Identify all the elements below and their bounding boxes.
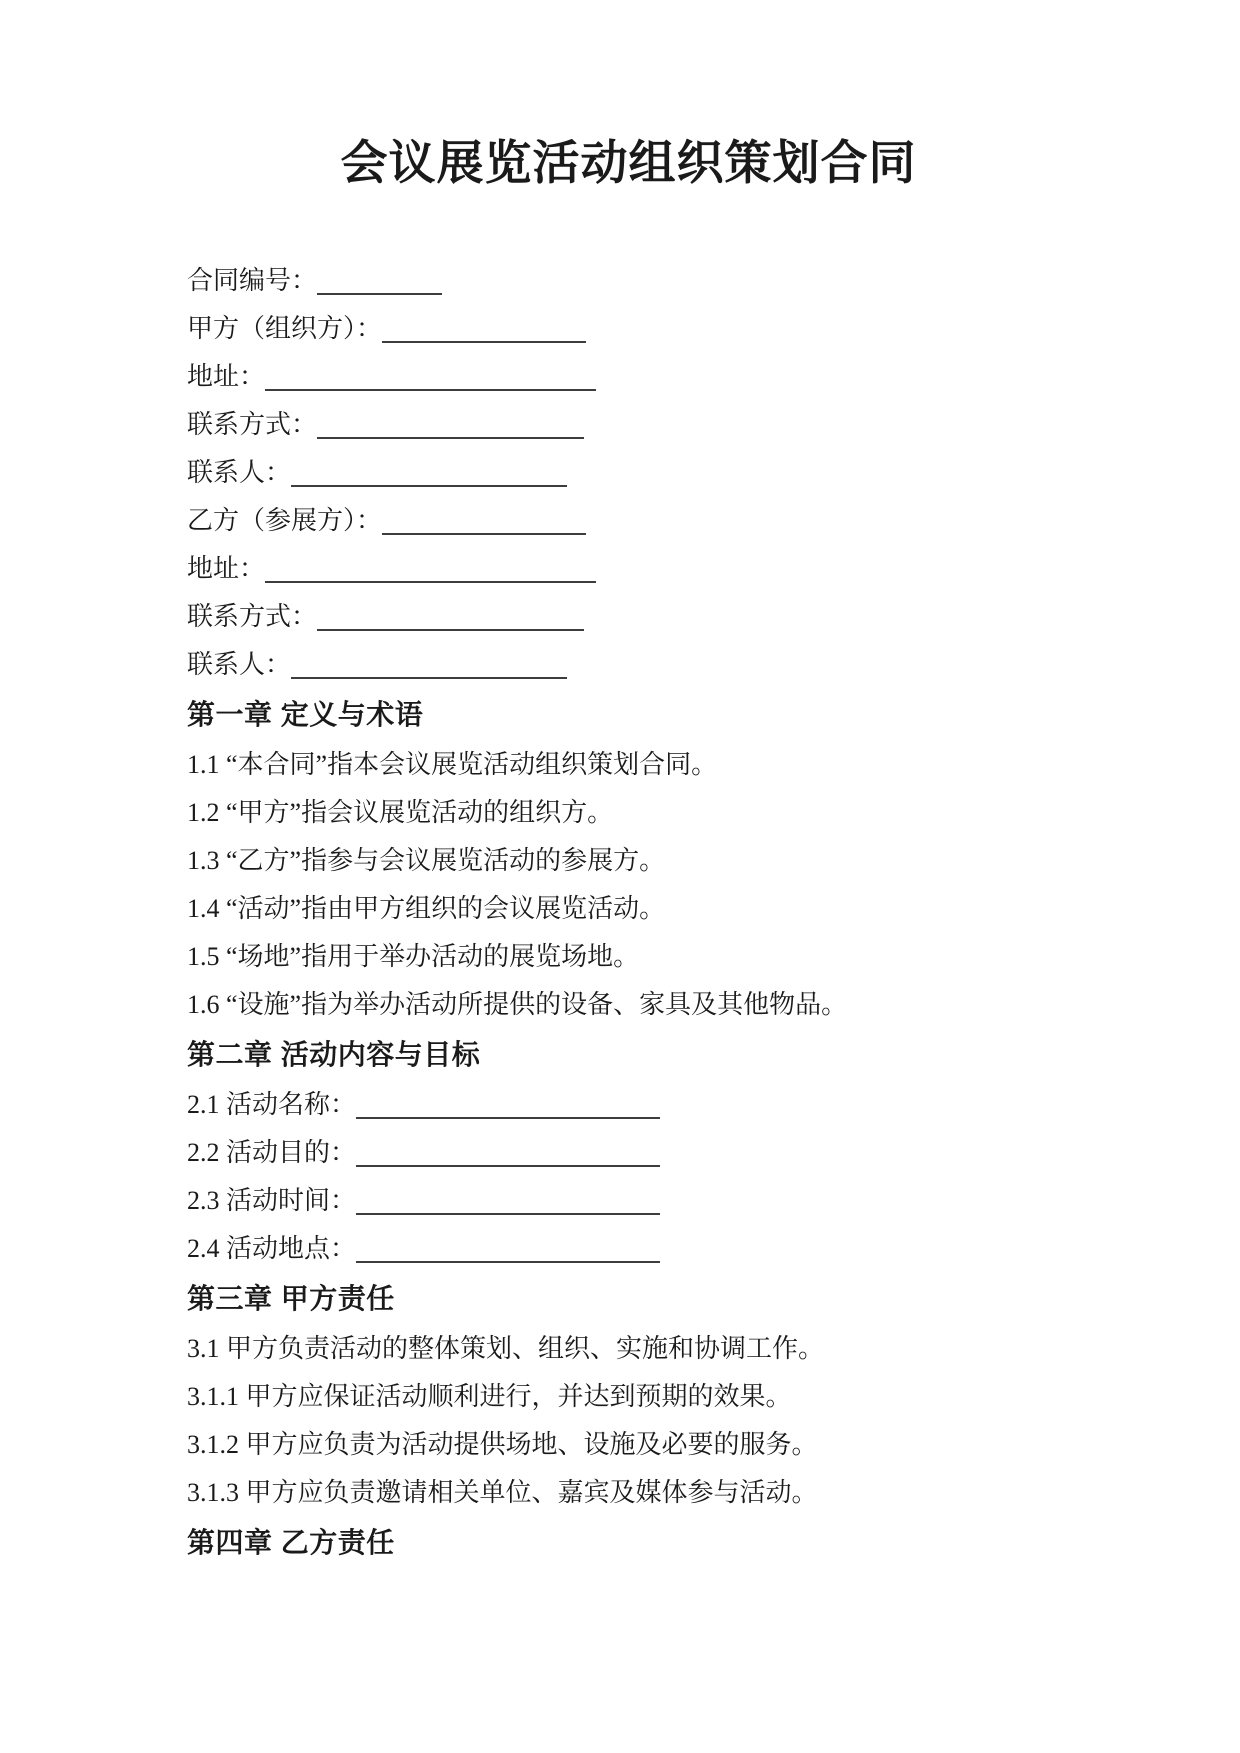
party-b-address-field (187, 545, 1070, 593)
party-a-address-field (187, 353, 1070, 401)
event-time-field (187, 1177, 1070, 1225)
clause-1-2: 1.2 “甲方”指会议展览活动的组织方。 (187, 798, 614, 827)
contract-number-blank (317, 293, 442, 295)
chapter-2-heading: 第二章 活动内容与目标 (187, 1039, 481, 1070)
event-name-label: 2.1 活动名称： (187, 1090, 357, 1119)
chapter-3-heading: 第三章 甲方责任 (187, 1283, 395, 1314)
party-a-contact-person-blank (291, 485, 567, 487)
party-a-contact-person-label: 联系人： (187, 458, 292, 487)
clause-1-4: 1.4 “活动”指由甲方组织的会议展览活动。 (187, 894, 666, 923)
party-b-address-blank (265, 581, 596, 583)
clause-1-3: 1.3 “乙方”指参与会议展览活动的参展方。 (187, 846, 666, 875)
event-name-blank (356, 1117, 660, 1119)
event-time-blank (356, 1213, 660, 1215)
party-a-contact-person-field (187, 449, 1070, 497)
event-location-label: 2.4 活动地点： (187, 1234, 357, 1263)
clause-1-5: 1.5 “场地”指用于举办活动的展览场地。 (187, 942, 640, 971)
clause-3-1-3: 3.1.3 甲方应负责邀请相关单位、嘉宾及媒体参与活动。 (187, 1478, 818, 1507)
event-time-label: 2.3 活动时间： (187, 1186, 357, 1215)
party-b-contact-person-field (187, 641, 1070, 689)
party-a-contact-method-label: 联系方式： (187, 410, 318, 439)
chapter-1-heading: 第一章 定义与术语 (187, 699, 424, 730)
party-a-address-label: 地址： (187, 362, 266, 391)
party-b-label: 乙方（参展方）： (187, 506, 383, 535)
event-purpose-field (187, 1129, 1070, 1177)
party-a-blank (382, 341, 586, 343)
party-a-contact-method-blank (317, 437, 584, 439)
party-b-contact-method-field (187, 593, 1070, 641)
party-a-field (187, 305, 1070, 353)
contract-number-field (187, 257, 1070, 305)
party-b-contact-person-label: 联系人： (187, 650, 292, 679)
party-b-address-label: 地址： (187, 554, 266, 583)
party-b-contact-method-label: 联系方式： (187, 602, 318, 631)
chapter-4-heading: 第四章 乙方责任 (187, 1527, 395, 1558)
document-content (0, 135, 1240, 1569)
contract-number-label: 合同编号： (187, 266, 318, 295)
party-b-contact-person-blank (291, 677, 567, 679)
party-a-label: 甲方（组织方）： (187, 314, 383, 343)
event-location-field (187, 1225, 1070, 1273)
party-b-field (187, 497, 1070, 545)
clause-3-1-2: 3.1.2 甲方应负责为活动提供场地、设施及必要的服务。 (187, 1430, 818, 1459)
event-name-field (187, 1081, 1070, 1129)
party-b-contact-method-blank (317, 629, 584, 631)
party-a-contact-method-field (187, 401, 1070, 449)
clause-3-1-1: 3.1.1 甲方应保证活动顺利进行，并达到预期的效果。 (187, 1382, 792, 1411)
event-purpose-label: 2.2 活动目的： (187, 1138, 357, 1167)
party-b-blank (382, 533, 586, 535)
event-location-blank (356, 1261, 660, 1263)
clause-1-6: 1.6 “设施”指为举办活动所提供的设备、家具及其他物品。 (187, 990, 848, 1019)
event-purpose-blank (356, 1165, 660, 1167)
clause-3-1: 3.1 甲方负责活动的整体策划、组织、实施和协调工作。 (187, 1334, 825, 1363)
document-body (187, 257, 1070, 1569)
document-title: 会议展览活动组织策划合同 (340, 138, 917, 190)
clause-1-1: 1.1 “本合同”指本会议展览活动组织策划合同。 (187, 750, 718, 779)
party-a-address-blank (265, 389, 596, 391)
